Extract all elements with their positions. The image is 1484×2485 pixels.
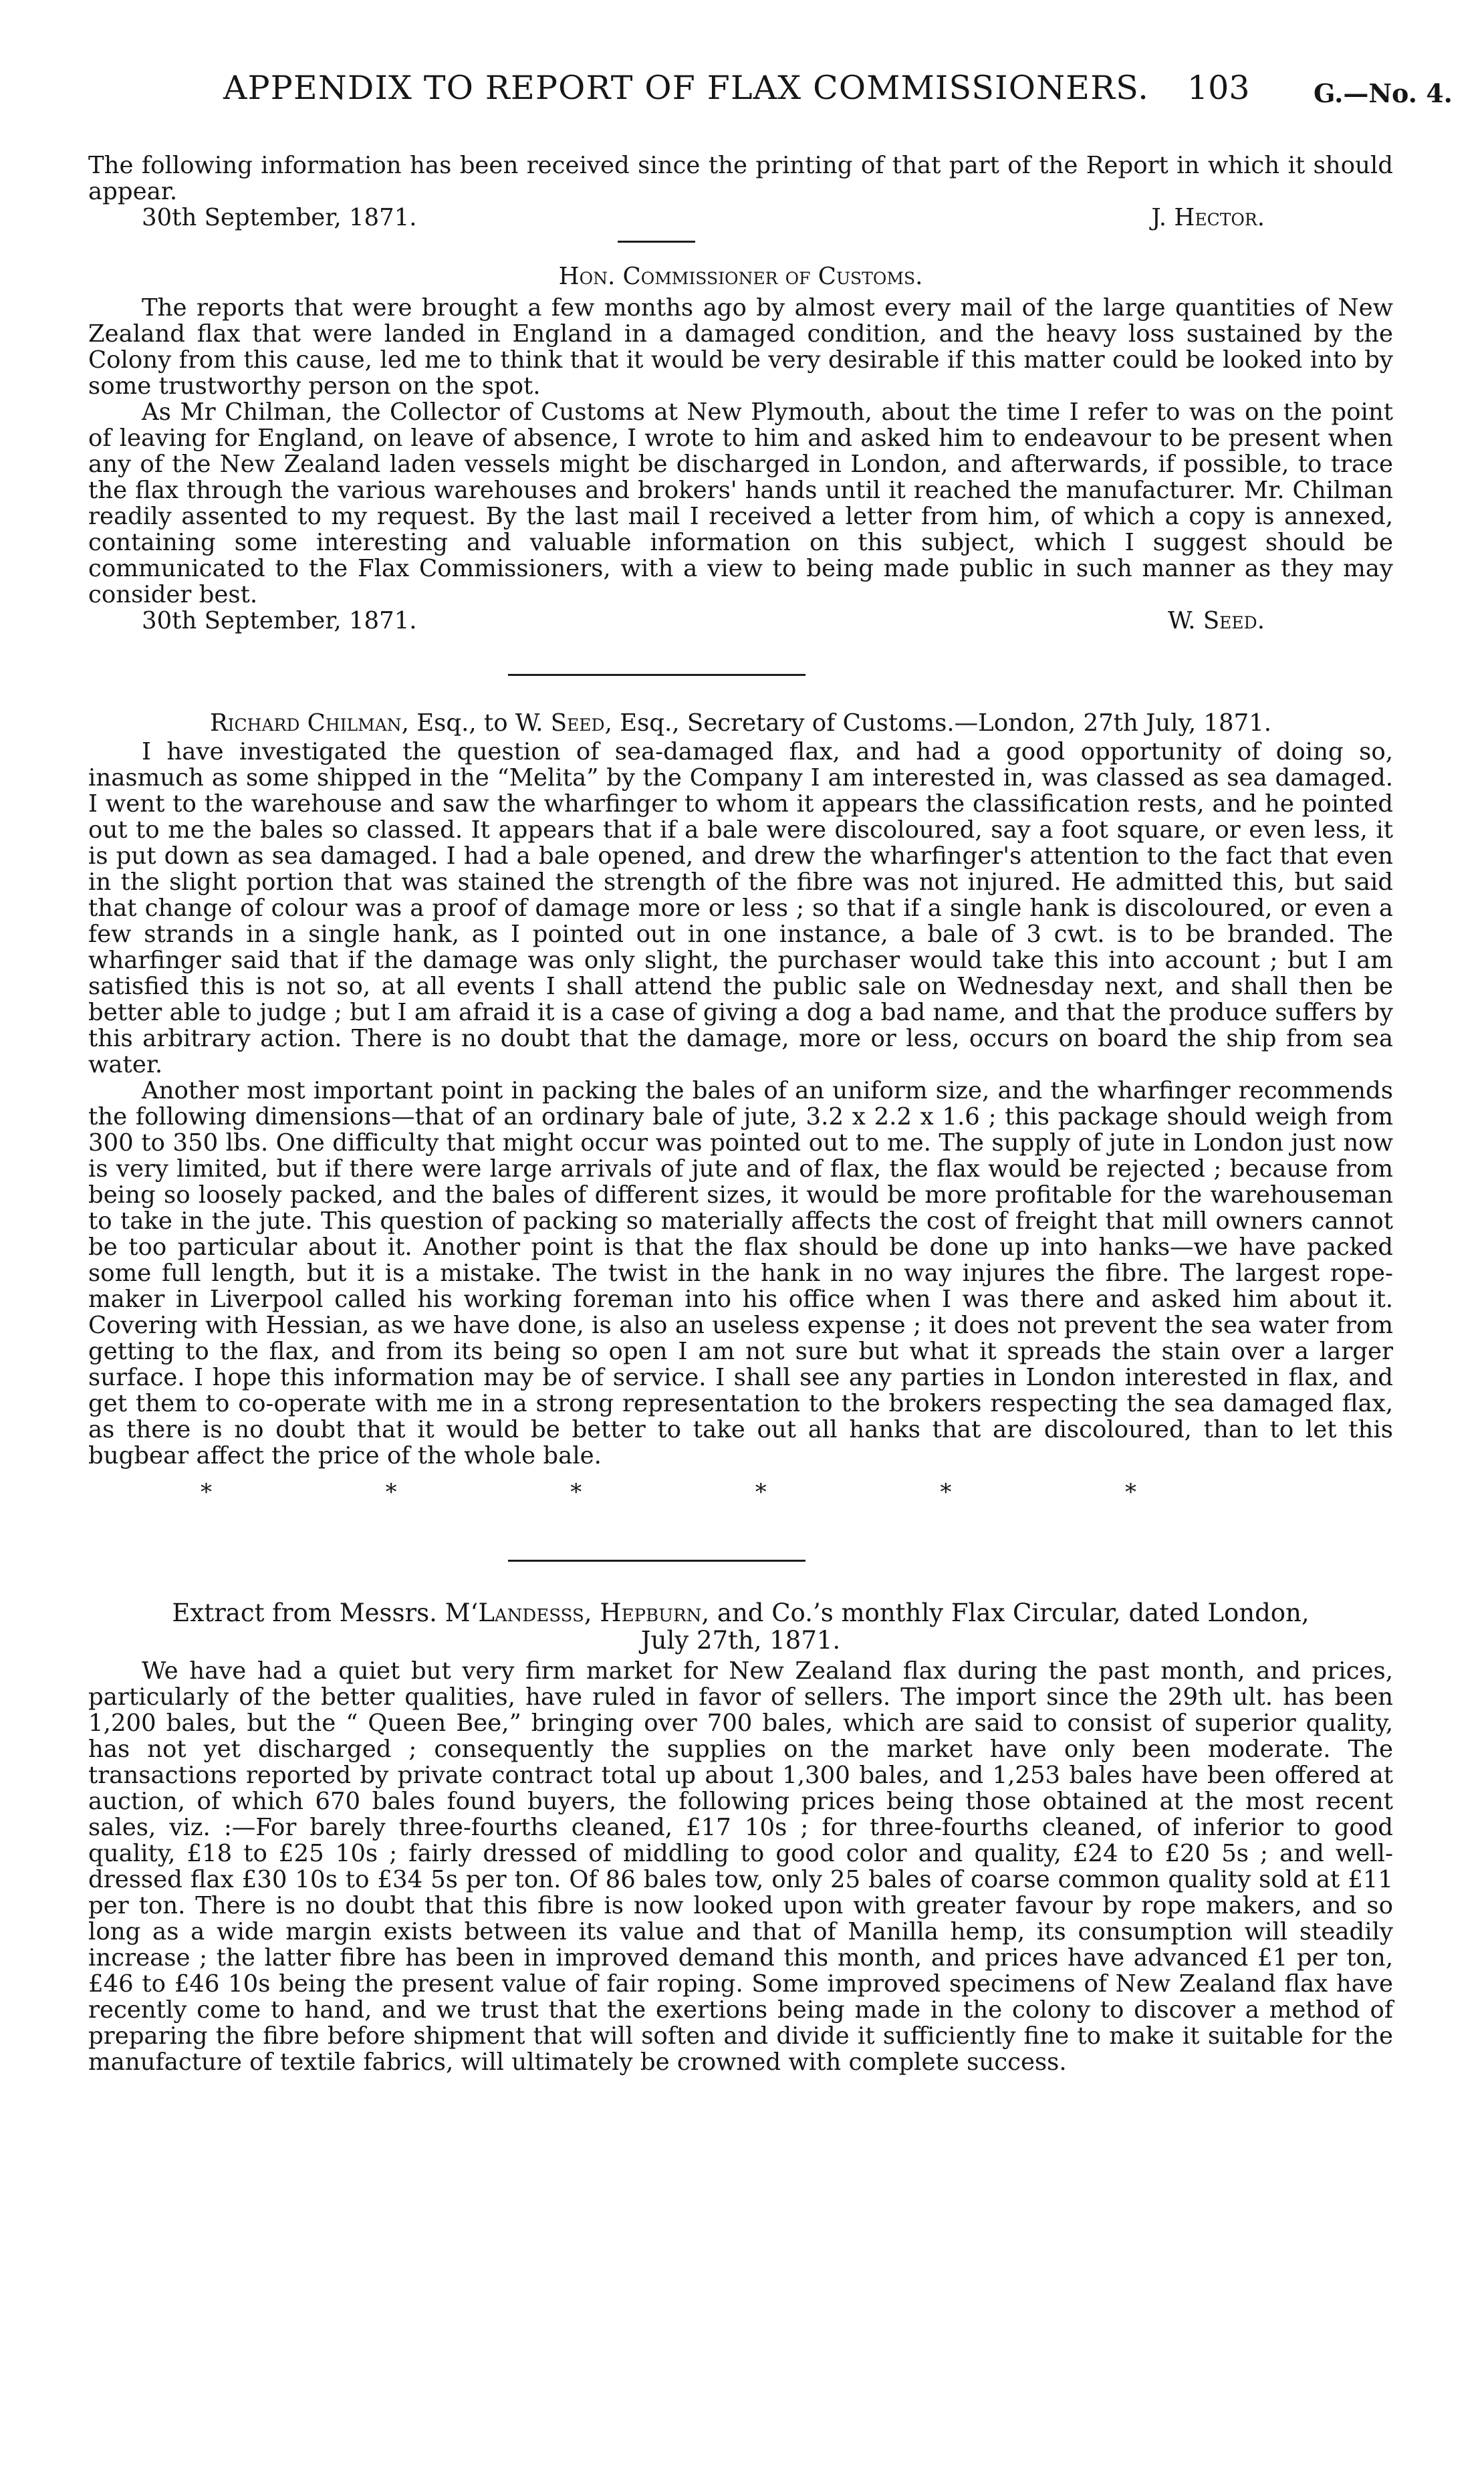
customs-heading: Hon. Commissioner of Customs. (558, 263, 923, 290)
section-divider (508, 674, 806, 676)
intro-signoff (88, 205, 1393, 231)
extract-heading-line-2: July 27th, 1871. (640, 1626, 841, 1655)
intro-section (88, 152, 1393, 231)
extract-firm-name-1: Landesss (478, 1599, 584, 1627)
intro-signature: J. Hector. (1151, 204, 1265, 231)
customs-memo (88, 263, 1393, 634)
chilman-letter (88, 710, 1393, 1469)
running-header (0, 69, 1484, 115)
extract-heading-line-1: Extract from Messrs. M‘Landesss, Hepburn, and Co.’s monthly Flax Circular, dated London, (172, 1599, 1310, 1627)
star: * (755, 1479, 767, 1506)
star: * (1124, 1479, 1136, 1506)
letter-author: Richard Chilman (209, 709, 402, 737)
section-divider (508, 1560, 806, 1562)
customs-paragraph-1: The reports that were brought a few months ago by almost every mail of the large quantities of New Zealand flax that were landed in England in a damaged condition, and the heavy loss sustained by the Colony from this cause, led me to think that it would be very desirable if this matter could be looked into by some trustworthy person on the spot. (88, 294, 1393, 400)
customs-date: 30th September, 1871. (142, 607, 417, 634)
customs-signoff (88, 608, 1393, 634)
extract-paragraph: We have had a quiet but very firm market for New Zealand flax during the past month, and prices, particularly of the better qualities, have ruled in favor of sellers. The import since the 29th ult. has been 1,200 bales, but the “ Queen Bee,” bringing over 700 bales, which are said to consist of superior quality, has not yet discharged ; consequently the supplies on the market have only been moderate. The transactions reported by private contract total up about 1,300 bales, and 1,253 bales have been offered at auction, of which 670 bales found buyers, the following prices being those obtained at the most recent sales, viz. :—For barely three-fourths cleaned, £17 10s ; for three-fourths cleaned, of inferior to good quality, £18 to £25 10s ; fairly dressed of middling to good color and quality, £24 to £20 5s ; and well-dressed flax £30 10s to £34 5s per ton. Of 86 bales tow, only 25 bales of coarse common quality sold at £11 per ton. There is no doubt that this fibre is now looked upon with greater favour by rope makers, and so long as a wide margin exists between its value and that of Manilla hemp, its consumption will steadily increase ; the latter fibre has been in improved demand this month, and prices have advanced £1 per ton, £46 to £46 10s being the present value of fair roping. Some improved specimens of New Zealand flax have recently come to hand, and we trust that the exertions being made in the colony to discover a method of preparing the fibre before shipment that will soften and divide it sufficiently fine to make it suitable for the manufacture of textile fabrics, will ultimately be crowned with complete success. (88, 1657, 1393, 2076)
letter-recipient: Seed (550, 709, 605, 737)
section-divider-short (618, 241, 695, 243)
letter-paragraph-1: I have investigated the question of sea-damaged flax, and had a good opportunity of doing so, inasmuch as some shipped in the “Melita” by the Company I am interested in, was classed as sea damaged. I went to the warehouse and saw the wharfinger to whom it appears the classification rests, and he pointed out to me the bales so classed. It appears that if a bale were discoloured, say a foot square, or even less, it is put down as sea damaged. I had a bale opened, and drew the wharfinger's attention to the fact that even in the slight portion that was stained the strength of the fibre was not injured. He admitted this, but said that change of colour was a proof of damage more or less ; so that if a single hank is discoloured, or even a few strands in a single hank, as I pointed out in one instance, a bale of 3 cwt. is to be branded. The wharfinger said that if the damage was only slight, the purchaser would take this into account ; but I am satisfied this is not so, at all events I shall attend the public sale on Wednesday next, and shall then be better able to judge ; but I am afraid it is a case of giving a dog a bad name, and that the produce suffers by this arbitrary action. There is no doubt that the damage, more or less, occurs on board the ship from sea water. (88, 738, 1393, 1078)
ellipsis-stars (201, 1480, 1136, 1506)
star: * (385, 1479, 397, 1506)
intro-text: The following information has been received since the printing of that part of the Report in which it should appear. (88, 152, 1393, 205)
letter-heading: Richard Chilman, Esq., to W. Seed, Esq., Secretary of Customs.—London, 27th July, 1871. (209, 709, 1272, 737)
star: * (201, 1479, 212, 1506)
flax-circular-extract (88, 1599, 1393, 2075)
page-number: 103 (1187, 69, 1250, 107)
customs-paragraph-2: As Mr Chilman, the Collector of Customs at New Plymouth, about the time I refer to was on the point of leaving for England, on leave of absence, I wrote to him and asked him to endeavour to be present when any of the New Zealand laden vessels might be discharged in London, and afterwards, if possible, to trace the flax through the various warehouses and brokers' hands until it reached the manufacturer. Mr. Chilman readily assented to my request. By the last mail I received a letter from him, of which a copy is annexed, containing some interesting and valuable information on this subject, which I suggest should be communicated to the Flax Commissioners, with a view to being made public in such manner as they may consider best. (88, 398, 1393, 608)
intro-date: 30th September, 1871. (142, 204, 417, 231)
letter-paragraph-2: Another most important point in packing the bales of an uniform size, and the wharfinger recommends the following dimensions—that of an ordinary bale of jute, 3.2 x 2.2 x 1.6 ; this package should weigh from 300 to 350 lbs. One difficulty that might occur was pointed out to me. The supply of jute in London just now is very limited, but if there were large arrivals of jute and of flax, the flax would be rejected ; because from being so loosely packed, and the bales of different sizes, it would be more profitable for the warehouseman to take in the jute. This question of packing so materially affects the cost of freight that mill owners cannot be too particular about it. Another point is that the flax should be done up into hanks—we have packed some full length, but it is a mistake. The twist in the hank in no way injures the fibre. The largest rope-maker in Liverpool called his working foreman into his office when I was there and asked him about it. Covering with Hessian, as we have done, is also an useless expense ; it does not prevent the sea water from getting to the flax, and from its being so open I am not sure but what it spreads the stain over a larger surface. I hope this information may be of service. I shall see any parties in London interested in flax, and get them to co-operate with me in a strong representation to the brokers respecting the sea damaged flax, as there is no doubt that it would be better to take out all hanks that are discoloured, than to let this bugbear affect the price of the whole bale. (88, 1077, 1393, 1469)
star: * (570, 1479, 582, 1506)
header-title: APPENDIX TO REPORT OF FLAX COMMISSIONERS. (223, 69, 1150, 107)
document-reference: G.—No. 4. (1314, 78, 1453, 108)
customs-signature: W. Seed. (1168, 607, 1265, 634)
extract-firm-name-2: Hepburn (600, 1599, 702, 1627)
star: * (940, 1479, 952, 1506)
